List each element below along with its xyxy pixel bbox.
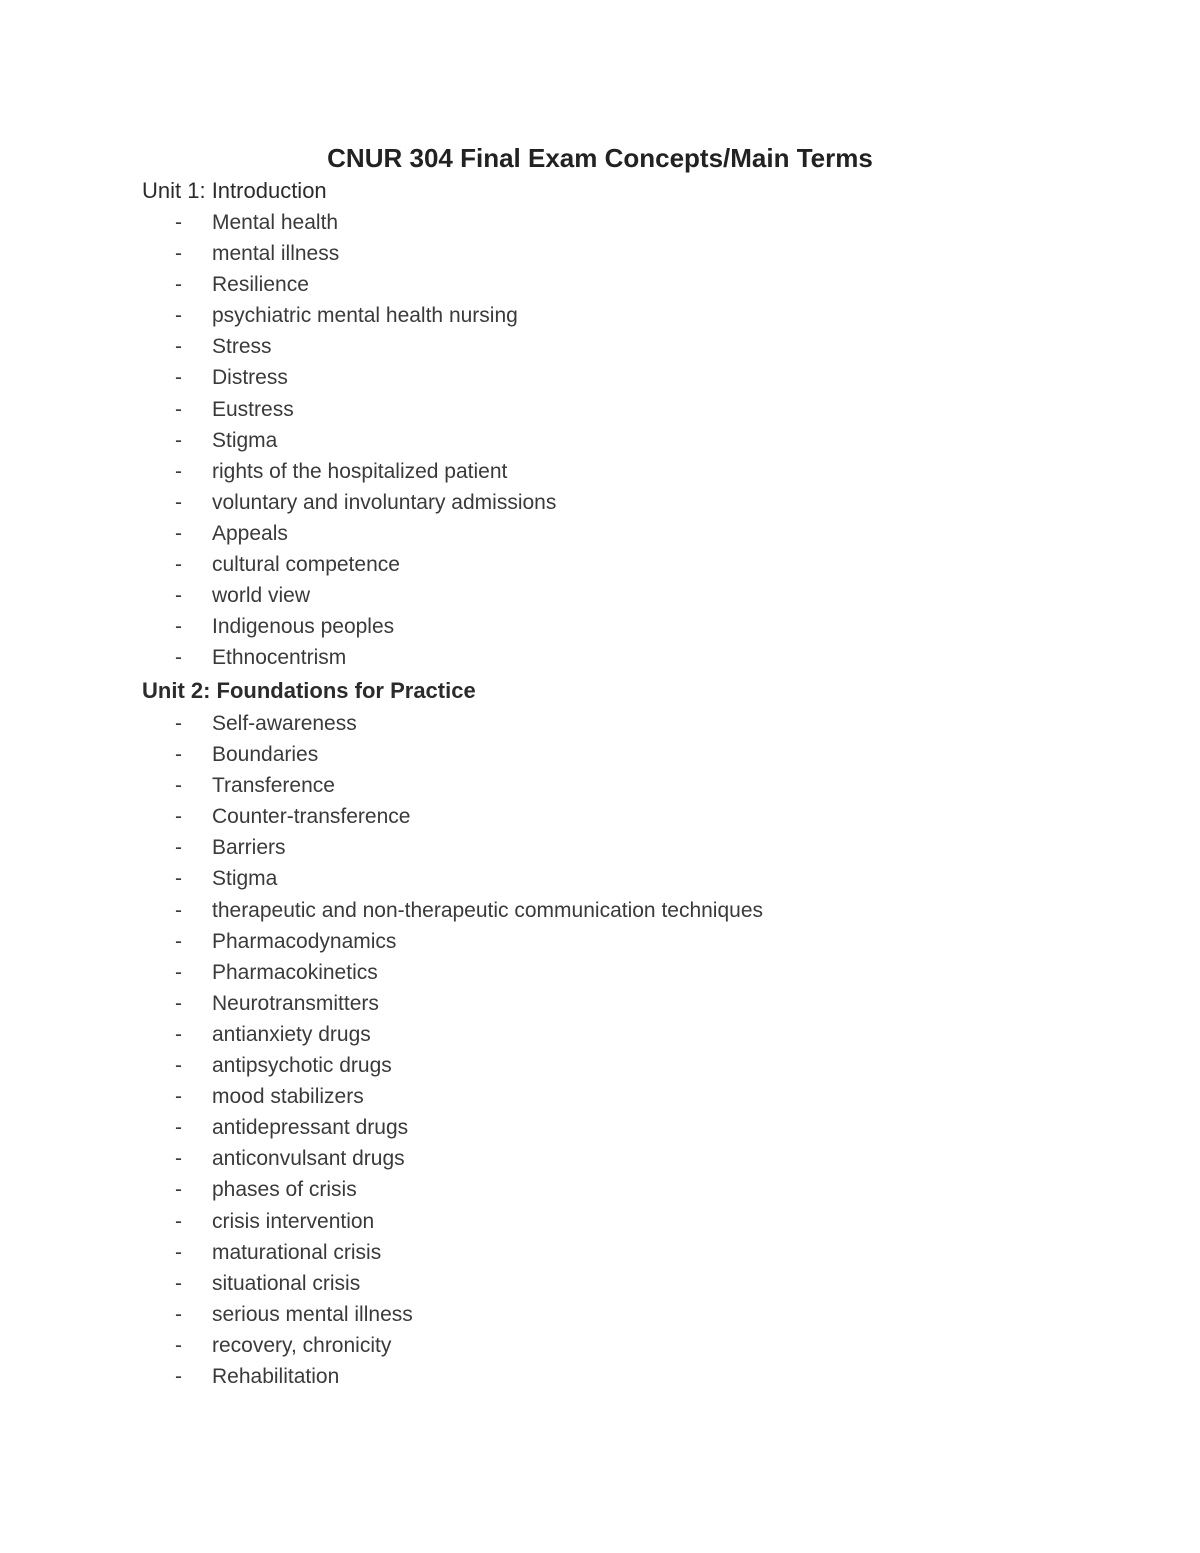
bullet-dash: - [175, 867, 182, 891]
bullet-dash: - [175, 1147, 182, 1171]
bullet-dash: - [175, 646, 182, 670]
term-text: Stigma [212, 867, 278, 891]
term-text: Neurotransmitters [212, 991, 379, 1015]
list-item [0, 1268, 1200, 1299]
bullet-dash: - [175, 836, 182, 860]
list-item [0, 331, 1200, 362]
term-text: phases of crisis [212, 1178, 357, 1202]
term-text: Eustress [212, 397, 294, 421]
unit-1-heading: Unit 1: Introduction [142, 178, 327, 203]
list-item [0, 269, 1200, 300]
bullet-dash: - [175, 1240, 182, 1264]
bullet-dash: - [175, 428, 182, 452]
bullet-dash: - [175, 1364, 182, 1388]
list-item [0, 801, 1200, 832]
term-text: Mental health [212, 211, 339, 234]
term-text: Resilience [212, 273, 309, 297]
bullet-dash: - [175, 1302, 182, 1326]
list-item [0, 549, 1200, 580]
term-text: antipsychotic drugs [212, 1054, 392, 1078]
list-item [0, 642, 1200, 673]
term-text: serious mental illness [212, 1302, 413, 1326]
term-text: mood stabilizers [212, 1085, 364, 1109]
bullet-dash: - [175, 712, 182, 735]
term-text: Self-awareness [212, 712, 357, 735]
bullet-dash: - [175, 1333, 182, 1357]
list-item [0, 708, 1200, 739]
term-text: Indigenous peoples [212, 615, 395, 639]
list-item [0, 1050, 1200, 1081]
list-item [0, 770, 1200, 801]
list-item [0, 739, 1200, 770]
term-text: Boundaries [212, 743, 319, 767]
bullet-dash: - [175, 1209, 182, 1233]
term-text: Stress [212, 335, 272, 359]
bullet-dash: - [175, 242, 182, 266]
bullet-dash: - [175, 805, 182, 829]
bullet-dash: - [175, 490, 182, 514]
bullet-dash: - [175, 553, 182, 577]
list-item [0, 1174, 1200, 1205]
bullet-dash: - [175, 774, 182, 798]
list-item [0, 518, 1200, 549]
bullet-dash: - [175, 743, 182, 767]
list-item [0, 1081, 1200, 1112]
bullet-dash: - [175, 273, 182, 297]
list-item [0, 487, 1200, 518]
bullet-dash: - [175, 1054, 182, 1078]
list-item [0, 1299, 1200, 1330]
bullet-dash: - [175, 335, 182, 359]
bullet-dash: - [175, 366, 182, 390]
term-text: anticonvulsant drugs [212, 1147, 405, 1171]
bullet-dash: - [175, 991, 182, 1015]
term-text: psychiatric mental health nursing [212, 304, 518, 328]
page-title: CNUR 304 Final Exam Concepts/Main Terms [327, 143, 873, 173]
list-item [0, 863, 1200, 894]
term-text: Appeals [212, 521, 288, 545]
list-item [0, 1206, 1200, 1237]
term-text: antianxiety drugs [212, 1022, 371, 1046]
term-text: maturational crisis [212, 1240, 382, 1264]
bullet-dash: - [175, 397, 182, 421]
list-item [0, 362, 1200, 393]
bullet-dash: - [175, 521, 182, 545]
list-item [0, 1361, 1200, 1392]
term-text: situational crisis [212, 1271, 361, 1295]
term-text: Ethnocentrism [212, 646, 347, 670]
list-item [0, 1019, 1200, 1050]
term-text: Stigma [212, 428, 278, 452]
unit-2-term-list [0, 708, 1200, 1392]
term-text: voluntary and involuntary admissions [212, 490, 557, 514]
term-text: Pharmacodynamics [212, 929, 397, 953]
term-text: Barriers [212, 836, 286, 860]
term-text: Transference [212, 774, 335, 798]
bullet-dash: - [175, 1085, 182, 1109]
term-text: Rehabilitation [212, 1364, 340, 1388]
term-text: Distress [212, 366, 288, 390]
bullet-dash: - [175, 1022, 182, 1046]
list-item [0, 832, 1200, 863]
bullet-dash: - [175, 615, 182, 639]
bullet-dash: - [175, 211, 182, 234]
bullet-dash: - [175, 1271, 182, 1295]
list-item [0, 1237, 1200, 1268]
list-item [0, 1330, 1200, 1361]
term-text: recovery, chronicity [212, 1333, 392, 1357]
term-text: rights of the hospitalized patient [212, 459, 508, 483]
bullet-dash: - [175, 960, 182, 984]
bullet-dash: - [175, 584, 182, 608]
bullet-dash: - [175, 304, 182, 328]
bullet-dash: - [175, 1116, 182, 1140]
list-item [0, 300, 1200, 331]
bullet-dash: - [175, 459, 182, 483]
bullet-dash: - [175, 1178, 182, 1202]
list-item [0, 895, 1200, 926]
term-text: Counter-transference [212, 805, 411, 829]
term-text: therapeutic and non-therapeutic communication techniques [212, 898, 764, 922]
term-text: crisis intervention [212, 1209, 375, 1233]
bullet-dash: - [175, 898, 182, 922]
unit-2-heading: Unit 2: Foundations for Practice [142, 678, 476, 703]
list-item [0, 238, 1200, 269]
term-text: mental illness [212, 242, 340, 266]
list-item [0, 988, 1200, 1019]
list-item [0, 1112, 1200, 1143]
list-item [0, 456, 1200, 487]
list-item [0, 926, 1200, 957]
term-text: world view [212, 584, 311, 608]
list-item [0, 611, 1200, 642]
list-item [0, 957, 1200, 988]
term-text: antidepressant drugs [212, 1116, 409, 1140]
list-item [0, 394, 1200, 425]
bullet-dash: - [175, 929, 182, 953]
list-item [0, 425, 1200, 456]
list-item [0, 207, 1200, 238]
unit-1-term-list [0, 207, 1200, 673]
list-item [0, 1143, 1200, 1174]
list-item [0, 580, 1200, 611]
term-text: Pharmacokinetics [212, 960, 378, 984]
term-text: cultural competence [212, 553, 400, 577]
